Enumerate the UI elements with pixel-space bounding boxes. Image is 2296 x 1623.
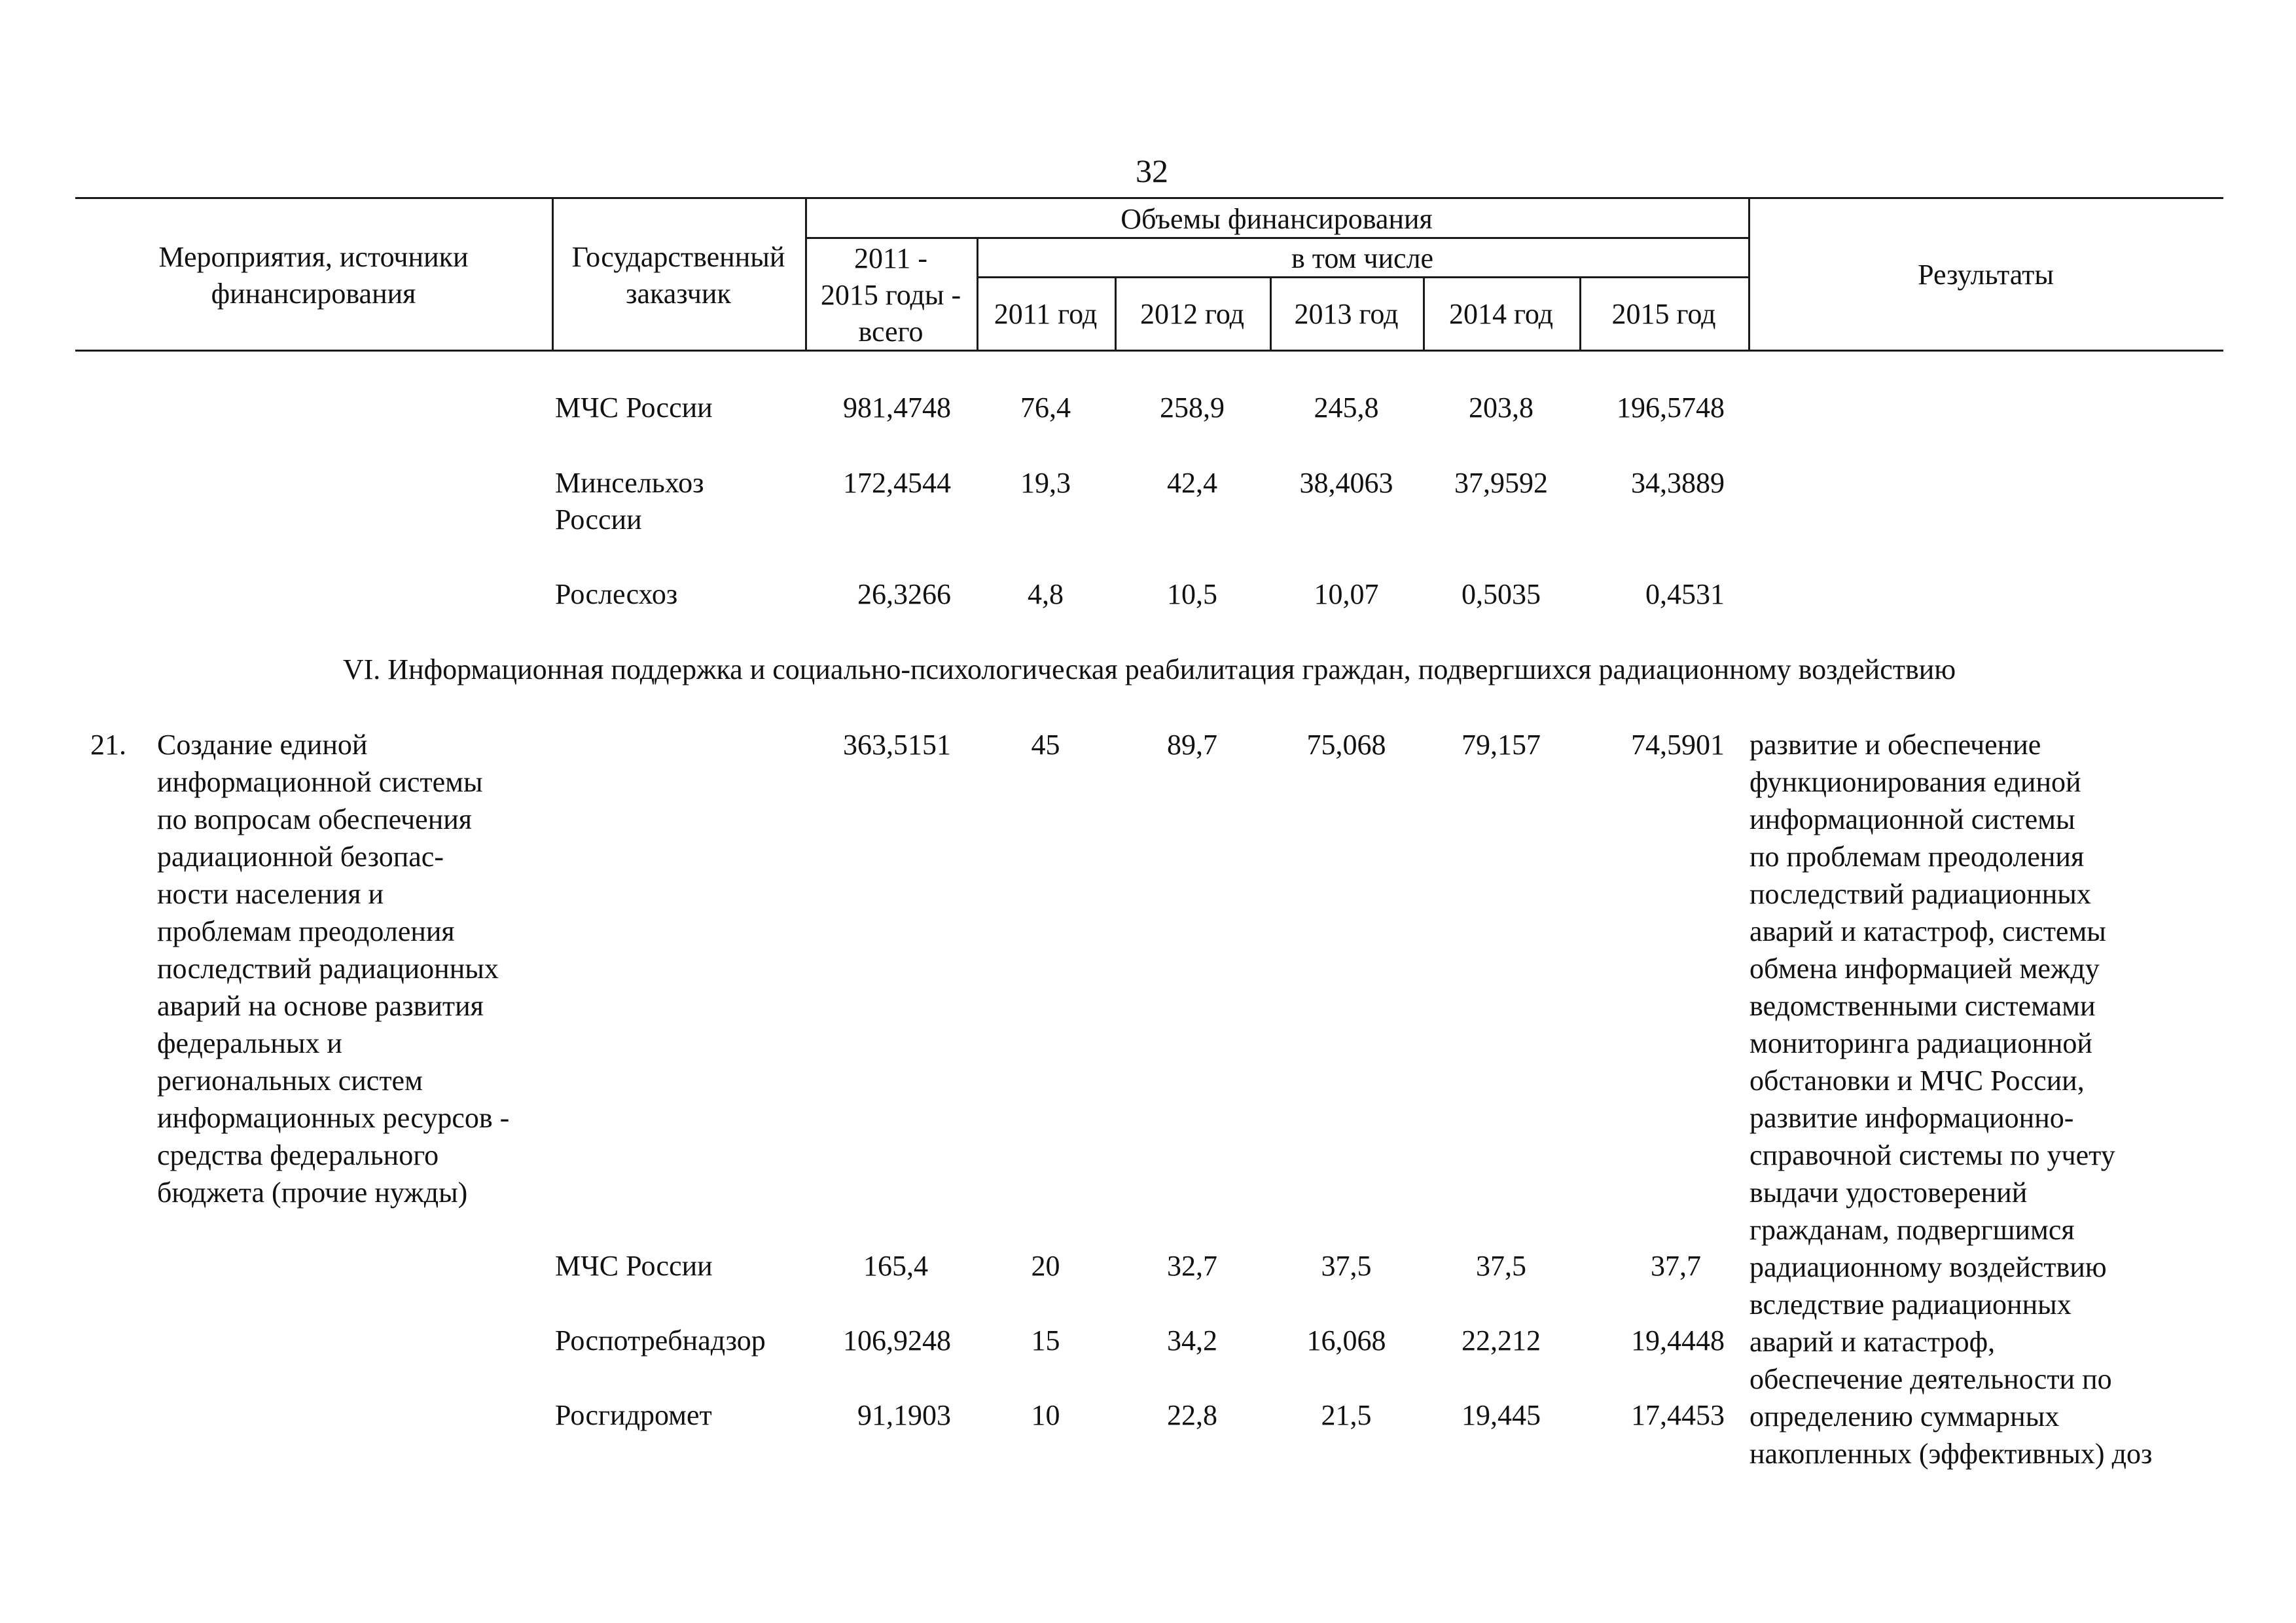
- description-line: информационной системы: [157, 766, 483, 798]
- row-customer: Минсельхоз: [555, 467, 704, 499]
- sub-2014: 22,212: [1462, 1324, 1541, 1357]
- row-2015: 34,3889: [1631, 467, 1725, 499]
- sub-2012: 32,7: [1167, 1250, 1217, 1282]
- results-line: аварий и катастроф, системы: [1749, 915, 2106, 947]
- results-line: развитие информационно-: [1749, 1102, 2074, 1134]
- results-line: информационной системы: [1749, 803, 2075, 835]
- header-customer-line1: Государственный: [571, 241, 785, 273]
- results-line: справочной системы по учету: [1749, 1139, 2115, 1171]
- sub-2015: 37,7: [1651, 1250, 1701, 1282]
- sub-2015: 19,4448: [1631, 1324, 1725, 1357]
- header-total-line1: 2011 -: [853, 242, 928, 274]
- header-year-2012: 2012 год: [1139, 298, 1245, 330]
- row-2013: 245,8: [1314, 392, 1379, 424]
- item-2011: 45: [1031, 729, 1060, 761]
- row-2012: 42,4: [1167, 467, 1217, 499]
- description-line: проблемам преодоления: [157, 915, 455, 947]
- description-line: информационных ресурсов -: [157, 1102, 510, 1134]
- description-line: аварий на основе развития: [157, 990, 484, 1022]
- header-year-2015: 2015 год: [1611, 298, 1716, 330]
- results-line: определению суммарных: [1749, 1400, 2060, 1432]
- sub-2011: 15: [1031, 1324, 1060, 1357]
- row-2012: 10,5: [1167, 578, 1217, 610]
- header-funding-title: Объемы финансирования: [1121, 203, 1433, 235]
- description-line: по вопросам обеспечения: [157, 803, 473, 835]
- results-line: накопленных (эффективных) доз: [1749, 1438, 2153, 1470]
- results-line: обеспечение деятельности по: [1749, 1363, 2112, 1395]
- row-2011: 19,3: [1020, 467, 1071, 499]
- results-line: ведомственными системами: [1749, 990, 2096, 1022]
- results-line: функционирования единой: [1749, 766, 2081, 798]
- page-number: 32: [1136, 153, 1168, 189]
- header-total-line3: всего: [858, 316, 924, 348]
- sub-customer: МЧС России: [555, 1250, 713, 1282]
- row-customer: МЧС России: [555, 392, 713, 424]
- header-bottom-rule: [75, 350, 2223, 352]
- description-line: средства федерального: [157, 1139, 439, 1171]
- item-total: 363,5151: [843, 729, 951, 761]
- description-line: федеральных и: [157, 1027, 342, 1059]
- sub-total: 106,9248: [843, 1324, 951, 1357]
- item-number: 21.: [90, 729, 126, 761]
- sub-customer: Роспотребнадзор: [555, 1324, 766, 1357]
- row-customer: Рослесхоз: [555, 578, 678, 610]
- results-line: выдачи удостоверений: [1749, 1176, 2028, 1209]
- results-line: обмена информацией между: [1749, 953, 2100, 985]
- row-2011: 4,8: [1028, 578, 1064, 610]
- description-line: ности населения и: [157, 878, 384, 910]
- results-line: развитие и обеспечение: [1749, 729, 2041, 761]
- row-2015: 196,5748: [1617, 392, 1725, 424]
- item-2015: 74,5901: [1631, 729, 1725, 761]
- sub-2013: 21,5: [1321, 1399, 1372, 1431]
- header-year-2011: 2011 год: [994, 298, 1098, 330]
- description-line: последствий радиационных: [157, 953, 499, 985]
- sub-total: 91,1903: [857, 1399, 951, 1431]
- sub-total: 165,4: [863, 1250, 928, 1282]
- description-line: региональных систем: [157, 1065, 423, 1097]
- sub-customer: Росгидромет: [555, 1399, 712, 1431]
- row-2015: 0,4531: [1645, 578, 1725, 610]
- item-2014: 79,157: [1462, 729, 1541, 761]
- header-total-line2: 2015 годы -: [820, 279, 961, 311]
- results-line: вследствие радиационных: [1749, 1288, 2072, 1321]
- header-year-2014: 2014 год: [1448, 298, 1554, 330]
- header-including: в том числе: [1291, 242, 1434, 274]
- sub-2015: 17,4453: [1631, 1399, 1725, 1431]
- results-line: по проблемам преодоления: [1749, 841, 2085, 873]
- row-2012: 258,9: [1160, 392, 1225, 424]
- row-2014: 203,8: [1469, 392, 1534, 424]
- description-line: Создание единой: [157, 729, 368, 761]
- sub-2012: 34,2: [1167, 1324, 1217, 1357]
- header-top-rule: [75, 197, 2223, 199]
- row-total: 26,3266: [857, 578, 951, 610]
- header-measures-line1: Мероприятия, источники: [158, 241, 469, 273]
- header-measures-line2: финансирования: [211, 278, 416, 310]
- results-line: радиационному воздействию: [1749, 1251, 2107, 1283]
- item-2012: 89,7: [1167, 729, 1217, 761]
- header-customer-line2: заказчик: [626, 278, 731, 310]
- header-year-2013: 2013 год: [1294, 298, 1399, 330]
- sub-2013: 16,068: [1306, 1324, 1386, 1357]
- row-2014: 37,9592: [1454, 467, 1548, 499]
- results-line: гражданам, подвергшимся: [1749, 1214, 2075, 1246]
- header-results: Результаты: [1918, 259, 2054, 291]
- results-line: обстановки и МЧС России,: [1749, 1065, 2085, 1097]
- sub-2013: 37,5: [1321, 1250, 1372, 1282]
- sub-2011: 10: [1031, 1399, 1060, 1431]
- row-total: 981,4748: [843, 392, 951, 424]
- row-customer-line2: России: [555, 503, 642, 536]
- sub-2011: 20: [1031, 1250, 1060, 1282]
- results-line: мониторинга радиационной: [1749, 1027, 2092, 1059]
- results-line: аварий и катастроф,: [1749, 1326, 1996, 1358]
- section-title: VI. Информационная поддержка и социально-психологическая реабилитация граждан, подвергшихся радиационному воздействию: [342, 653, 1956, 685]
- sub-2012: 22,8: [1167, 1399, 1217, 1431]
- row-2014: 0,5035: [1462, 578, 1541, 610]
- sub-2014: 19,445: [1462, 1399, 1541, 1431]
- row-total: 172,4544: [843, 467, 951, 499]
- row-2013: 10,07: [1314, 578, 1379, 610]
- row-2011: 76,4: [1020, 392, 1071, 424]
- item-2013: 75,068: [1306, 729, 1386, 761]
- row-2013: 38,4063: [1299, 467, 1393, 499]
- sub-2014: 37,5: [1476, 1250, 1526, 1282]
- description-line: радиационной безопас-: [157, 841, 444, 873]
- description-line: бюджета (прочие нужды): [157, 1176, 468, 1209]
- results-line: последствий радиационных: [1749, 878, 2091, 910]
